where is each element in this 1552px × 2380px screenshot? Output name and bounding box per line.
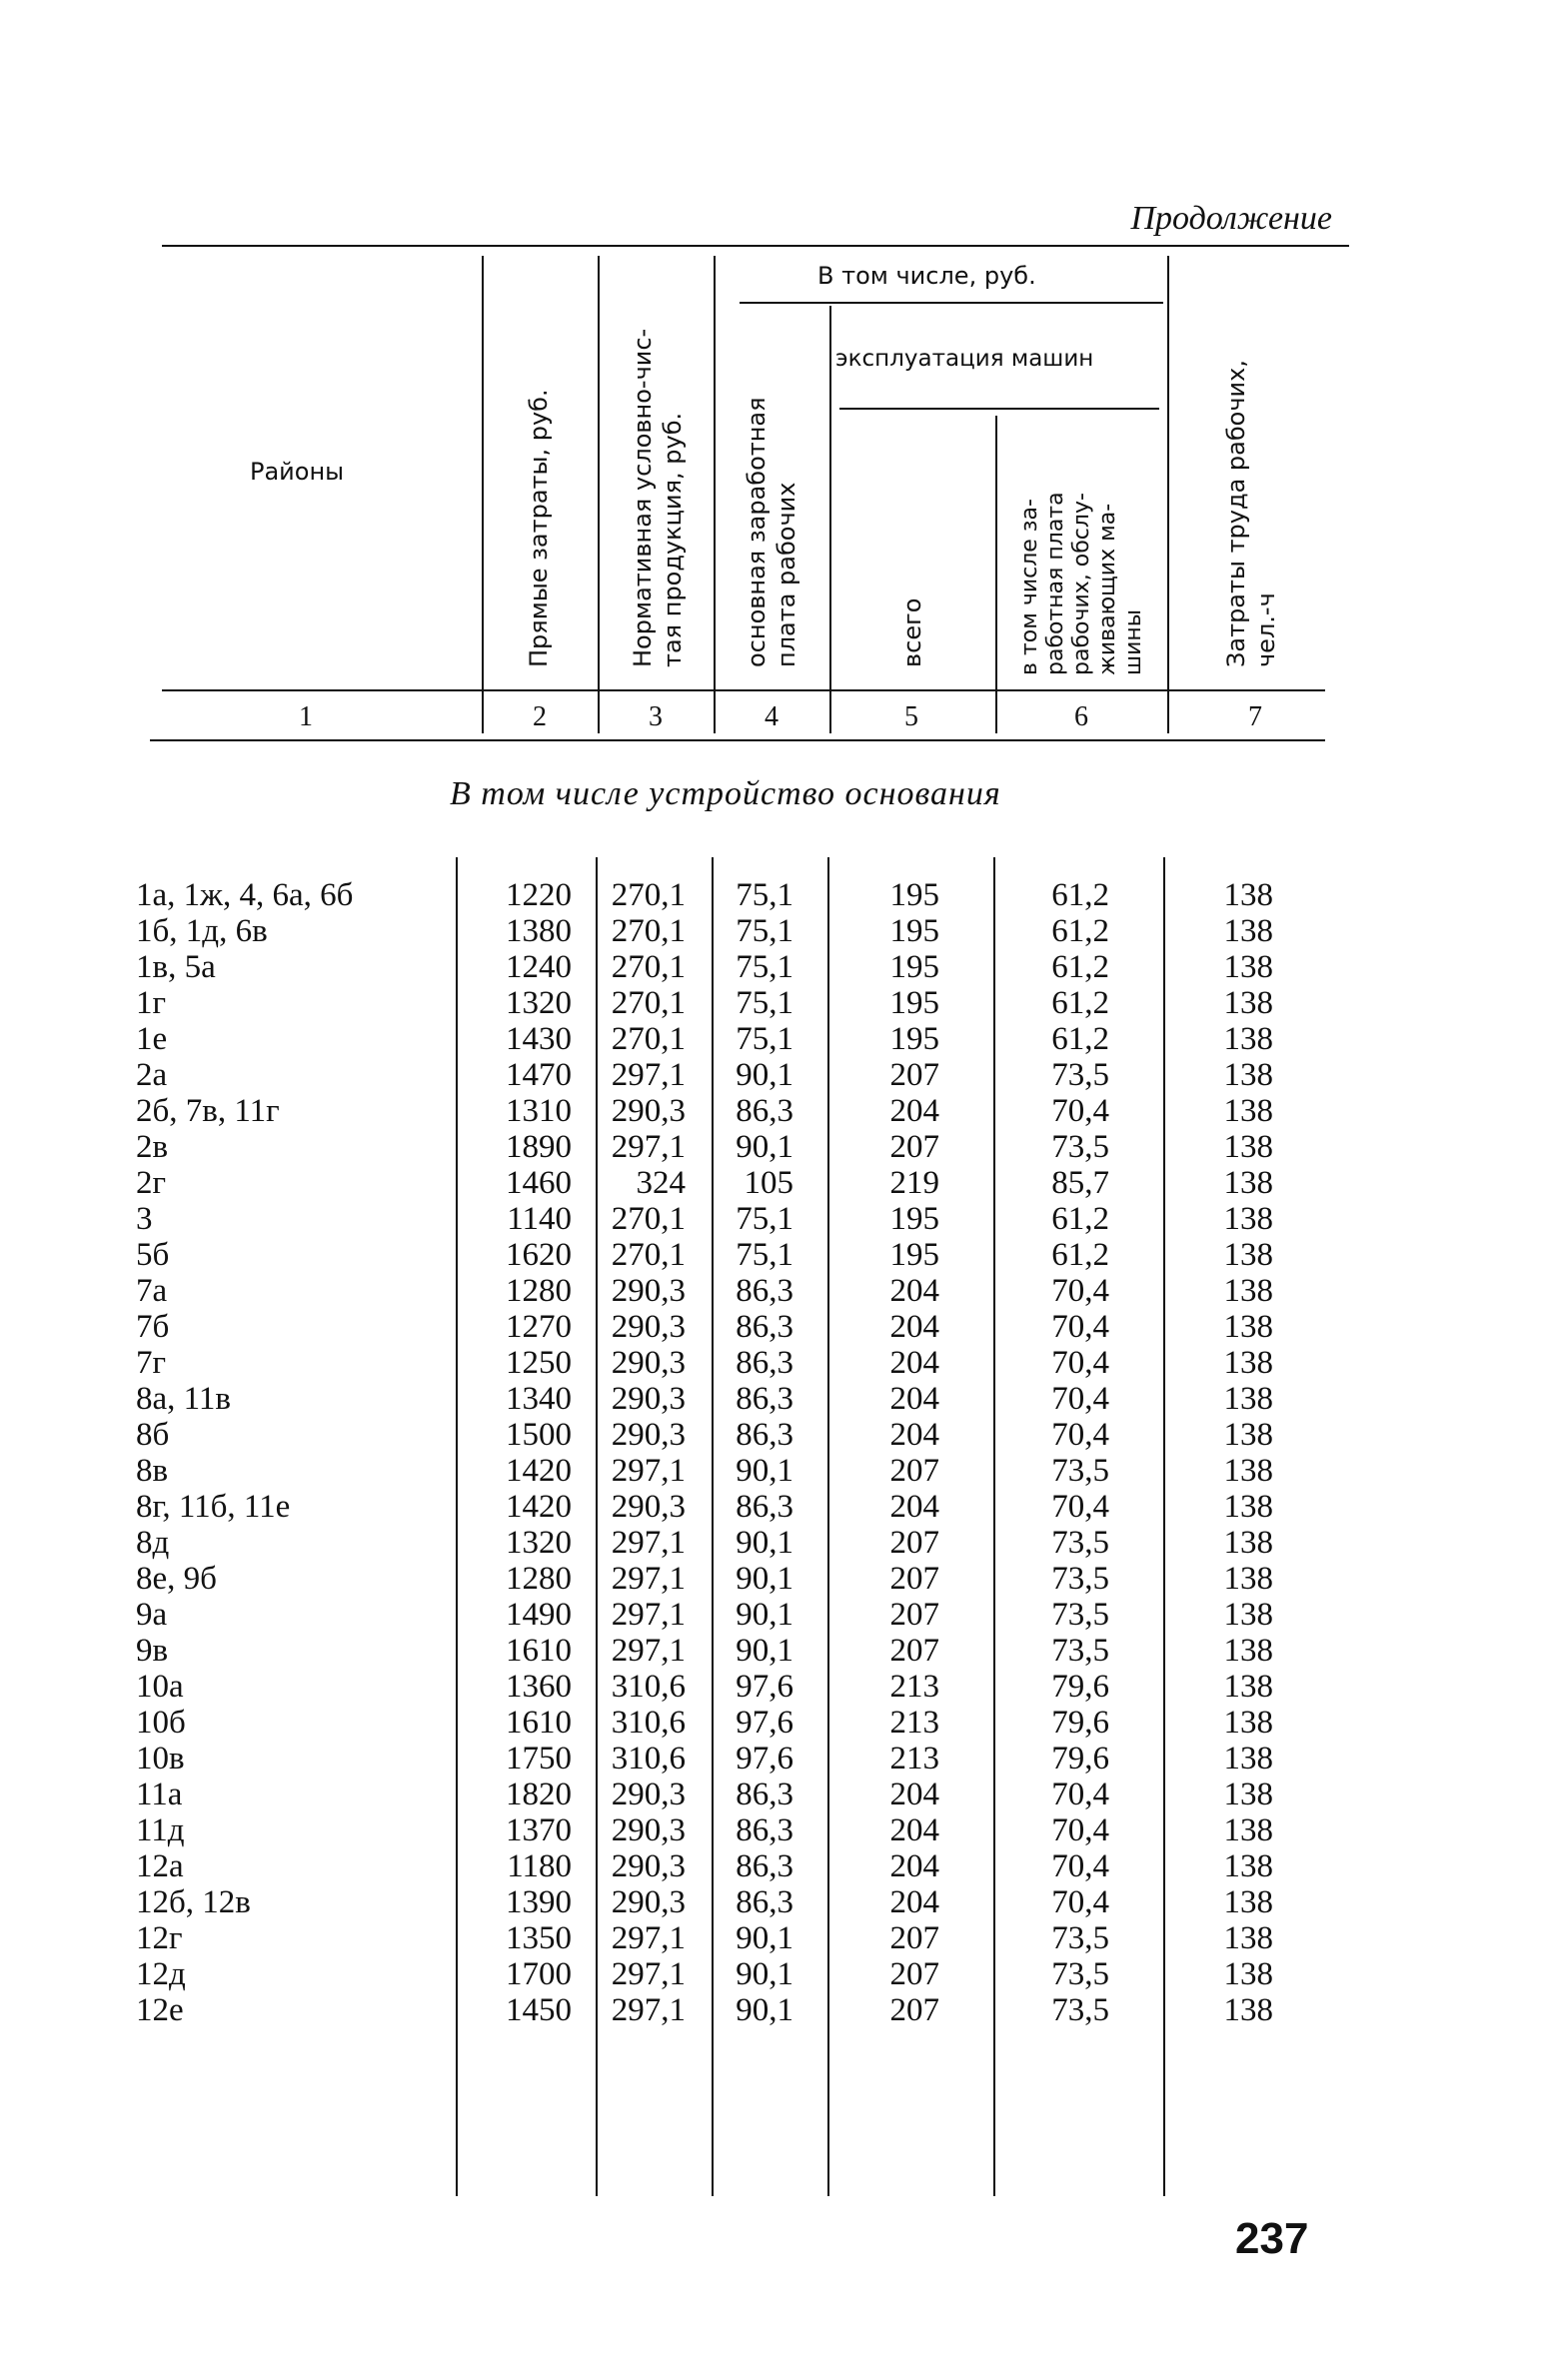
value-cell-c2: 1280 xyxy=(506,1273,572,1309)
value-cell-c4: 97,6 xyxy=(736,1669,793,1705)
value-cell-c5: 195 xyxy=(889,913,939,949)
value-cell-c6: 61,2 xyxy=(1051,1201,1109,1237)
value-cell-c5: 195 xyxy=(889,1021,939,1057)
region-cell: 2г xyxy=(136,1165,167,1201)
machine-rule xyxy=(839,408,1159,410)
region-cell: 7б xyxy=(136,1309,170,1345)
value-cell-c3: 297,1 xyxy=(611,1920,686,1956)
value-cell-c7: 138 xyxy=(1223,1812,1273,1848)
value-cell-c6: 73,5 xyxy=(1051,1453,1109,1489)
value-cell-c3: 290,3 xyxy=(611,1489,686,1525)
value-cell-c6: 73,5 xyxy=(1051,1525,1109,1561)
value-cell-c7: 138 xyxy=(1223,949,1273,985)
table-row xyxy=(0,1741,1552,1777)
header-incl-wage-2: работная плата xyxy=(1043,492,1068,675)
value-cell-c3: 290,3 xyxy=(611,1417,686,1453)
value-cell-c6: 70,4 xyxy=(1051,1309,1109,1345)
column-number-4: 4 xyxy=(765,701,778,732)
continued-label: Продолжение xyxy=(1130,200,1332,237)
value-cell-c5: 195 xyxy=(889,949,939,985)
section-title: В том числе устройство основания xyxy=(450,775,1001,812)
value-cell-c7: 138 xyxy=(1223,1309,1273,1345)
region-cell: 11д xyxy=(136,1812,185,1848)
table-row xyxy=(0,1057,1552,1093)
value-cell-c5: 195 xyxy=(889,985,939,1021)
value-cell-c5: 204 xyxy=(889,1273,939,1309)
header-including-rub: В том числе, руб. xyxy=(817,262,1036,290)
column-number-6: 6 xyxy=(1074,701,1088,732)
header-sep-5 xyxy=(995,416,997,733)
value-cell-c2: 1750 xyxy=(506,1741,572,1777)
value-cell-c3: 290,3 xyxy=(611,1381,686,1417)
value-cell-c4: 75,1 xyxy=(736,913,793,949)
table-row xyxy=(0,913,1552,949)
value-cell-c4: 75,1 xyxy=(736,1237,793,1273)
value-cell-c4: 86,3 xyxy=(736,1309,793,1345)
value-cell-c7: 138 xyxy=(1223,1848,1273,1884)
value-cell-c7: 138 xyxy=(1223,1561,1273,1597)
table-row xyxy=(0,1597,1552,1633)
value-cell-c3: 270,1 xyxy=(611,1237,686,1273)
table-row xyxy=(0,1992,1552,2028)
value-cell-c4: 86,3 xyxy=(736,1812,793,1848)
value-cell-c2: 1470 xyxy=(506,1057,572,1093)
value-cell-c4: 75,1 xyxy=(736,877,793,913)
header-sep-3 xyxy=(714,256,716,733)
value-cell-c4: 90,1 xyxy=(736,1525,793,1561)
value-cell-c7: 138 xyxy=(1223,1489,1273,1525)
value-cell-c7: 138 xyxy=(1223,1920,1273,1956)
value-cell-c4: 75,1 xyxy=(736,949,793,985)
region-cell: 8в xyxy=(136,1453,169,1489)
value-cell-c5: 195 xyxy=(889,1201,939,1237)
value-cell-c5: 207 xyxy=(889,1561,939,1597)
value-cell-c3: 297,1 xyxy=(611,1633,686,1669)
value-cell-c4: 86,3 xyxy=(736,1777,793,1812)
region-cell: 8е, 9б xyxy=(136,1561,217,1597)
value-cell-c7: 138 xyxy=(1223,1741,1273,1777)
value-cell-c4: 90,1 xyxy=(736,1129,793,1165)
value-cell-c2: 1320 xyxy=(506,1525,572,1561)
value-cell-c6: 61,2 xyxy=(1051,913,1109,949)
table-row xyxy=(0,985,1552,1021)
value-cell-c2: 1490 xyxy=(506,1597,572,1633)
value-cell-c5: 207 xyxy=(889,1992,939,2028)
value-cell-c5: 204 xyxy=(889,1417,939,1453)
value-cell-c7: 138 xyxy=(1223,1956,1273,1992)
table-row xyxy=(0,1669,1552,1705)
value-cell-c5: 204 xyxy=(889,1345,939,1381)
column-number-3: 3 xyxy=(649,701,663,732)
value-cell-c3: 290,3 xyxy=(611,1884,686,1920)
table-row xyxy=(0,1201,1552,1237)
region-cell: 12г xyxy=(136,1920,183,1956)
value-cell-c3: 290,3 xyxy=(611,1273,686,1309)
table-top-rule xyxy=(162,245,1349,247)
value-cell-c5: 204 xyxy=(889,1777,939,1812)
header-sep-4 xyxy=(829,306,831,733)
value-cell-c4: 86,3 xyxy=(736,1489,793,1525)
value-cell-c5: 195 xyxy=(889,877,939,913)
value-cell-c7: 138 xyxy=(1223,985,1273,1021)
region-cell: 1а, 1ж, 4, 6а, 6б xyxy=(136,877,354,913)
value-cell-c6: 73,5 xyxy=(1051,1992,1109,2028)
value-cell-c2: 1180 xyxy=(507,1848,572,1884)
value-cell-c2: 1430 xyxy=(506,1021,572,1057)
table-row xyxy=(0,1777,1552,1812)
value-cell-c2: 1420 xyxy=(506,1453,572,1489)
region-cell: 10а xyxy=(136,1669,184,1705)
value-cell-c7: 138 xyxy=(1223,877,1273,913)
value-cell-c5: 213 xyxy=(889,1669,939,1705)
region-cell: 10б xyxy=(136,1705,186,1741)
value-cell-c6: 61,2 xyxy=(1051,985,1109,1021)
value-cell-c4: 75,1 xyxy=(736,985,793,1021)
value-cell-c7: 138 xyxy=(1223,1417,1273,1453)
value-cell-c6: 61,2 xyxy=(1051,1237,1109,1273)
value-cell-c2: 1320 xyxy=(506,985,572,1021)
value-cell-c6: 70,4 xyxy=(1051,1093,1109,1129)
value-cell-c4: 90,1 xyxy=(736,1561,793,1597)
region-cell: 5б xyxy=(136,1237,170,1273)
value-cell-c5: 213 xyxy=(889,1741,939,1777)
value-cell-c7: 138 xyxy=(1223,1345,1273,1381)
value-cell-c3: 270,1 xyxy=(611,985,686,1021)
value-cell-c2: 1280 xyxy=(506,1561,572,1597)
header-incl-wage-3: рабочих, обслу- xyxy=(1069,493,1094,675)
value-cell-c6: 61,2 xyxy=(1051,949,1109,985)
value-cell-c2: 1380 xyxy=(506,913,572,949)
header-base-wage-1: основная заработная xyxy=(743,397,771,667)
value-cell-c3: 310,6 xyxy=(611,1669,686,1705)
table-row xyxy=(0,1345,1552,1381)
value-cell-c6: 73,5 xyxy=(1051,1057,1109,1093)
colnum-bottom-rule xyxy=(150,739,1325,741)
value-cell-c2: 1370 xyxy=(506,1812,572,1848)
table-row xyxy=(0,1237,1552,1273)
header-labor-1: Затраты труда рабочих, xyxy=(1222,360,1250,667)
header-labor-2: чел.-ч xyxy=(1252,593,1280,667)
region-cell: 1е xyxy=(136,1021,168,1057)
value-cell-c3: 297,1 xyxy=(611,1129,686,1165)
value-cell-c7: 138 xyxy=(1223,913,1273,949)
header-regions: Районы xyxy=(250,458,345,486)
value-cell-c6: 70,4 xyxy=(1051,1812,1109,1848)
value-cell-c6: 70,4 xyxy=(1051,1489,1109,1525)
value-cell-c3: 270,1 xyxy=(611,1201,686,1237)
value-cell-c5: 204 xyxy=(889,1848,939,1884)
region-cell: 1в, 5а xyxy=(136,949,216,985)
table-row xyxy=(0,1848,1552,1884)
region-cell: 8д xyxy=(136,1525,170,1561)
value-cell-c4: 105 xyxy=(744,1165,793,1201)
table-row xyxy=(0,1812,1552,1848)
value-cell-c2: 1500 xyxy=(506,1417,572,1453)
value-cell-c7: 138 xyxy=(1223,1093,1273,1129)
table-row xyxy=(0,949,1552,985)
value-cell-c3: 270,1 xyxy=(611,913,686,949)
value-cell-c3: 290,3 xyxy=(611,1345,686,1381)
value-cell-c4: 75,1 xyxy=(736,1201,793,1237)
value-cell-c3: 310,6 xyxy=(611,1705,686,1741)
value-cell-c4: 86,3 xyxy=(736,1093,793,1129)
region-cell: 8б xyxy=(136,1417,170,1453)
table-row xyxy=(0,1093,1552,1129)
value-cell-c7: 138 xyxy=(1223,1669,1273,1705)
table-row xyxy=(0,1021,1552,1057)
value-cell-c4: 90,1 xyxy=(736,1597,793,1633)
value-cell-c4: 86,3 xyxy=(736,1381,793,1417)
header-base-wage-2: плата рабочих xyxy=(773,482,800,667)
value-cell-c4: 86,3 xyxy=(736,1345,793,1381)
value-cell-c6: 61,2 xyxy=(1051,877,1109,913)
value-cell-c7: 138 xyxy=(1223,1057,1273,1093)
value-cell-c4: 86,3 xyxy=(736,1273,793,1309)
region-cell: 12д xyxy=(136,1956,186,1992)
table-row xyxy=(0,1920,1552,1956)
value-cell-c6: 85,7 xyxy=(1051,1165,1109,1201)
value-cell-c7: 138 xyxy=(1223,1237,1273,1273)
table-row xyxy=(0,1129,1552,1165)
region-cell: 7г xyxy=(136,1345,167,1381)
region-cell: 12а xyxy=(136,1848,184,1884)
header-machine-operation: эксплуатация машин xyxy=(835,346,1094,372)
region-cell: 7а xyxy=(136,1273,168,1309)
table-row xyxy=(0,1165,1552,1201)
region-cell: 1б, 1д, 6в xyxy=(136,913,268,949)
region-cell: 9в xyxy=(136,1633,169,1669)
value-cell-c3: 297,1 xyxy=(611,1453,686,1489)
value-cell-c6: 79,6 xyxy=(1051,1741,1109,1777)
header-sep-6 xyxy=(1167,256,1169,733)
value-cell-c3: 310,6 xyxy=(611,1741,686,1777)
value-cell-c3: 297,1 xyxy=(611,1597,686,1633)
table-row xyxy=(0,1956,1552,1992)
column-number-1: 1 xyxy=(299,701,313,732)
region-cell: 8а, 11в xyxy=(136,1381,232,1417)
value-cell-c5: 207 xyxy=(889,1129,939,1165)
header-sep-1 xyxy=(482,256,484,733)
value-cell-c2: 1310 xyxy=(506,1093,572,1129)
value-cell-c3: 270,1 xyxy=(611,949,686,985)
value-cell-c5: 204 xyxy=(889,1884,939,1920)
value-cell-c5: 207 xyxy=(889,1597,939,1633)
header-normative-product-2: тая продукция, руб. xyxy=(659,412,687,667)
value-cell-c3: 270,1 xyxy=(611,1021,686,1057)
value-cell-c3: 290,3 xyxy=(611,1812,686,1848)
value-cell-c4: 75,1 xyxy=(736,1021,793,1057)
value-cell-c6: 70,4 xyxy=(1051,1884,1109,1920)
table-row xyxy=(0,1309,1552,1345)
value-cell-c7: 138 xyxy=(1223,1777,1273,1812)
value-cell-c6: 70,4 xyxy=(1051,1273,1109,1309)
value-cell-c6: 73,5 xyxy=(1051,1597,1109,1633)
value-cell-c3: 290,3 xyxy=(611,1093,686,1129)
header-total: всего xyxy=(898,597,926,667)
value-cell-c3: 297,1 xyxy=(611,1992,686,2028)
value-cell-c7: 138 xyxy=(1223,1165,1273,1201)
value-cell-c5: 204 xyxy=(889,1489,939,1525)
value-cell-c2: 1220 xyxy=(506,877,572,913)
value-cell-c4: 90,1 xyxy=(736,1453,793,1489)
value-cell-c7: 138 xyxy=(1223,1633,1273,1669)
value-cell-c7: 138 xyxy=(1223,1992,1273,2028)
value-cell-c2: 1620 xyxy=(506,1237,572,1273)
header-incl-wage-4: живающих ма- xyxy=(1095,503,1120,675)
value-cell-c7: 138 xyxy=(1223,1129,1273,1165)
table-row xyxy=(0,1705,1552,1741)
value-cell-c5: 204 xyxy=(889,1812,939,1848)
region-cell: 10в xyxy=(136,1741,185,1777)
header-bottom-rule xyxy=(162,689,1325,691)
value-cell-c3: 297,1 xyxy=(611,1525,686,1561)
value-cell-c7: 138 xyxy=(1223,1273,1273,1309)
value-cell-c6: 70,4 xyxy=(1051,1345,1109,1381)
value-cell-c5: 213 xyxy=(889,1705,939,1741)
value-cell-c4: 90,1 xyxy=(736,1920,793,1956)
value-cell-c7: 138 xyxy=(1223,1453,1273,1489)
value-cell-c6: 70,4 xyxy=(1051,1848,1109,1884)
value-cell-c4: 90,1 xyxy=(736,1992,793,2028)
value-cell-c2: 1340 xyxy=(506,1381,572,1417)
value-cell-c7: 138 xyxy=(1223,1597,1273,1633)
value-cell-c5: 195 xyxy=(889,1237,939,1273)
value-cell-c4: 90,1 xyxy=(736,1633,793,1669)
region-cell: 12е xyxy=(136,1992,184,2028)
table-row xyxy=(0,1453,1552,1489)
value-cell-c5: 204 xyxy=(889,1093,939,1129)
region-cell: 2б, 7в, 11г xyxy=(136,1093,280,1129)
value-cell-c5: 207 xyxy=(889,1453,939,1489)
value-cell-c3: 297,1 xyxy=(611,1956,686,1992)
value-cell-c2: 1450 xyxy=(506,1992,572,2028)
value-cell-c3: 297,1 xyxy=(611,1057,686,1093)
table-row xyxy=(0,1489,1552,1525)
value-cell-c3: 297,1 xyxy=(611,1561,686,1597)
value-cell-c6: 70,4 xyxy=(1051,1417,1109,1453)
value-cell-c6: 73,5 xyxy=(1051,1920,1109,1956)
table-row xyxy=(0,1884,1552,1920)
table-row xyxy=(0,1633,1552,1669)
value-cell-c3: 290,3 xyxy=(611,1777,686,1812)
value-cell-c4: 97,6 xyxy=(736,1741,793,1777)
value-cell-c7: 138 xyxy=(1223,1525,1273,1561)
table-row xyxy=(0,1273,1552,1309)
value-cell-c5: 207 xyxy=(889,1920,939,1956)
column-number-5: 5 xyxy=(904,701,918,732)
value-cell-c6: 70,4 xyxy=(1051,1777,1109,1812)
region-cell: 2в xyxy=(136,1129,169,1165)
value-cell-c4: 90,1 xyxy=(736,1956,793,1992)
region-cell: 1г xyxy=(136,985,167,1021)
value-cell-c3: 324 xyxy=(636,1165,686,1201)
region-cell: 8г, 11б, 11е xyxy=(136,1489,291,1525)
value-cell-c5: 204 xyxy=(889,1381,939,1417)
column-number-2: 2 xyxy=(533,701,547,732)
region-cell: 12б, 12в xyxy=(136,1884,251,1920)
value-cell-c7: 138 xyxy=(1223,1021,1273,1057)
value-cell-c2: 1240 xyxy=(506,949,572,985)
value-cell-c5: 207 xyxy=(889,1525,939,1561)
value-cell-c2: 1890 xyxy=(506,1129,572,1165)
value-cell-c3: 270,1 xyxy=(611,877,686,913)
value-cell-c6: 70,4 xyxy=(1051,1381,1109,1417)
value-cell-c5: 207 xyxy=(889,1057,939,1093)
table-row xyxy=(0,1525,1552,1561)
value-cell-c7: 138 xyxy=(1223,1884,1273,1920)
value-cell-c2: 1820 xyxy=(506,1777,572,1812)
value-cell-c5: 207 xyxy=(889,1633,939,1669)
value-cell-c2: 1700 xyxy=(506,1956,572,1992)
value-cell-c4: 86,3 xyxy=(736,1417,793,1453)
value-cell-c6: 73,5 xyxy=(1051,1561,1109,1597)
value-cell-c7: 138 xyxy=(1223,1201,1273,1237)
value-cell-c2: 1460 xyxy=(506,1165,572,1201)
value-cell-c2: 1610 xyxy=(506,1633,572,1669)
value-cell-c4: 97,6 xyxy=(736,1705,793,1741)
value-cell-c7: 138 xyxy=(1223,1381,1273,1417)
region-cell: 9а xyxy=(136,1597,168,1633)
value-cell-c3: 290,3 xyxy=(611,1309,686,1345)
header-incl-wage-1: в том числе за- xyxy=(1017,499,1042,675)
value-cell-c6: 73,5 xyxy=(1051,1956,1109,1992)
header-sep-2 xyxy=(598,256,600,733)
region-cell: 3 xyxy=(136,1201,153,1237)
value-cell-c2: 1360 xyxy=(506,1669,572,1705)
region-cell: 2а xyxy=(136,1057,168,1093)
value-cell-c7: 138 xyxy=(1223,1705,1273,1741)
value-cell-c2: 1270 xyxy=(506,1309,572,1345)
value-cell-c4: 86,3 xyxy=(736,1884,793,1920)
table-row xyxy=(0,1417,1552,1453)
table-row xyxy=(0,877,1552,913)
value-cell-c2: 1140 xyxy=(507,1201,572,1237)
value-cell-c2: 1420 xyxy=(506,1489,572,1525)
header-normative-product-1: Нормативная условно-чис- xyxy=(629,328,657,667)
including-rule xyxy=(740,302,1163,304)
value-cell-c4: 86,3 xyxy=(736,1848,793,1884)
region-cell: 11а xyxy=(136,1777,183,1812)
column-number-7: 7 xyxy=(1248,701,1262,732)
header-incl-wage-5: шины xyxy=(1121,608,1146,675)
value-cell-c6: 73,5 xyxy=(1051,1129,1109,1165)
table-row xyxy=(0,1561,1552,1597)
value-cell-c5: 207 xyxy=(889,1956,939,1992)
value-cell-c2: 1610 xyxy=(506,1705,572,1741)
value-cell-c2: 1250 xyxy=(506,1345,572,1381)
value-cell-c3: 290,3 xyxy=(611,1848,686,1884)
value-cell-c2: 1350 xyxy=(506,1920,572,1956)
value-cell-c6: 61,2 xyxy=(1051,1021,1109,1057)
page-number: 237 xyxy=(1235,2214,1309,2263)
value-cell-c6: 79,6 xyxy=(1051,1705,1109,1741)
value-cell-c6: 73,5 xyxy=(1051,1633,1109,1669)
value-cell-c6: 79,6 xyxy=(1051,1669,1109,1705)
table-row xyxy=(0,1381,1552,1417)
value-cell-c5: 204 xyxy=(889,1309,939,1345)
value-cell-c4: 90,1 xyxy=(736,1057,793,1093)
value-cell-c2: 1390 xyxy=(506,1884,572,1920)
header-direct-costs: Прямые затраты, руб. xyxy=(525,389,553,667)
value-cell-c5: 219 xyxy=(889,1165,939,1201)
